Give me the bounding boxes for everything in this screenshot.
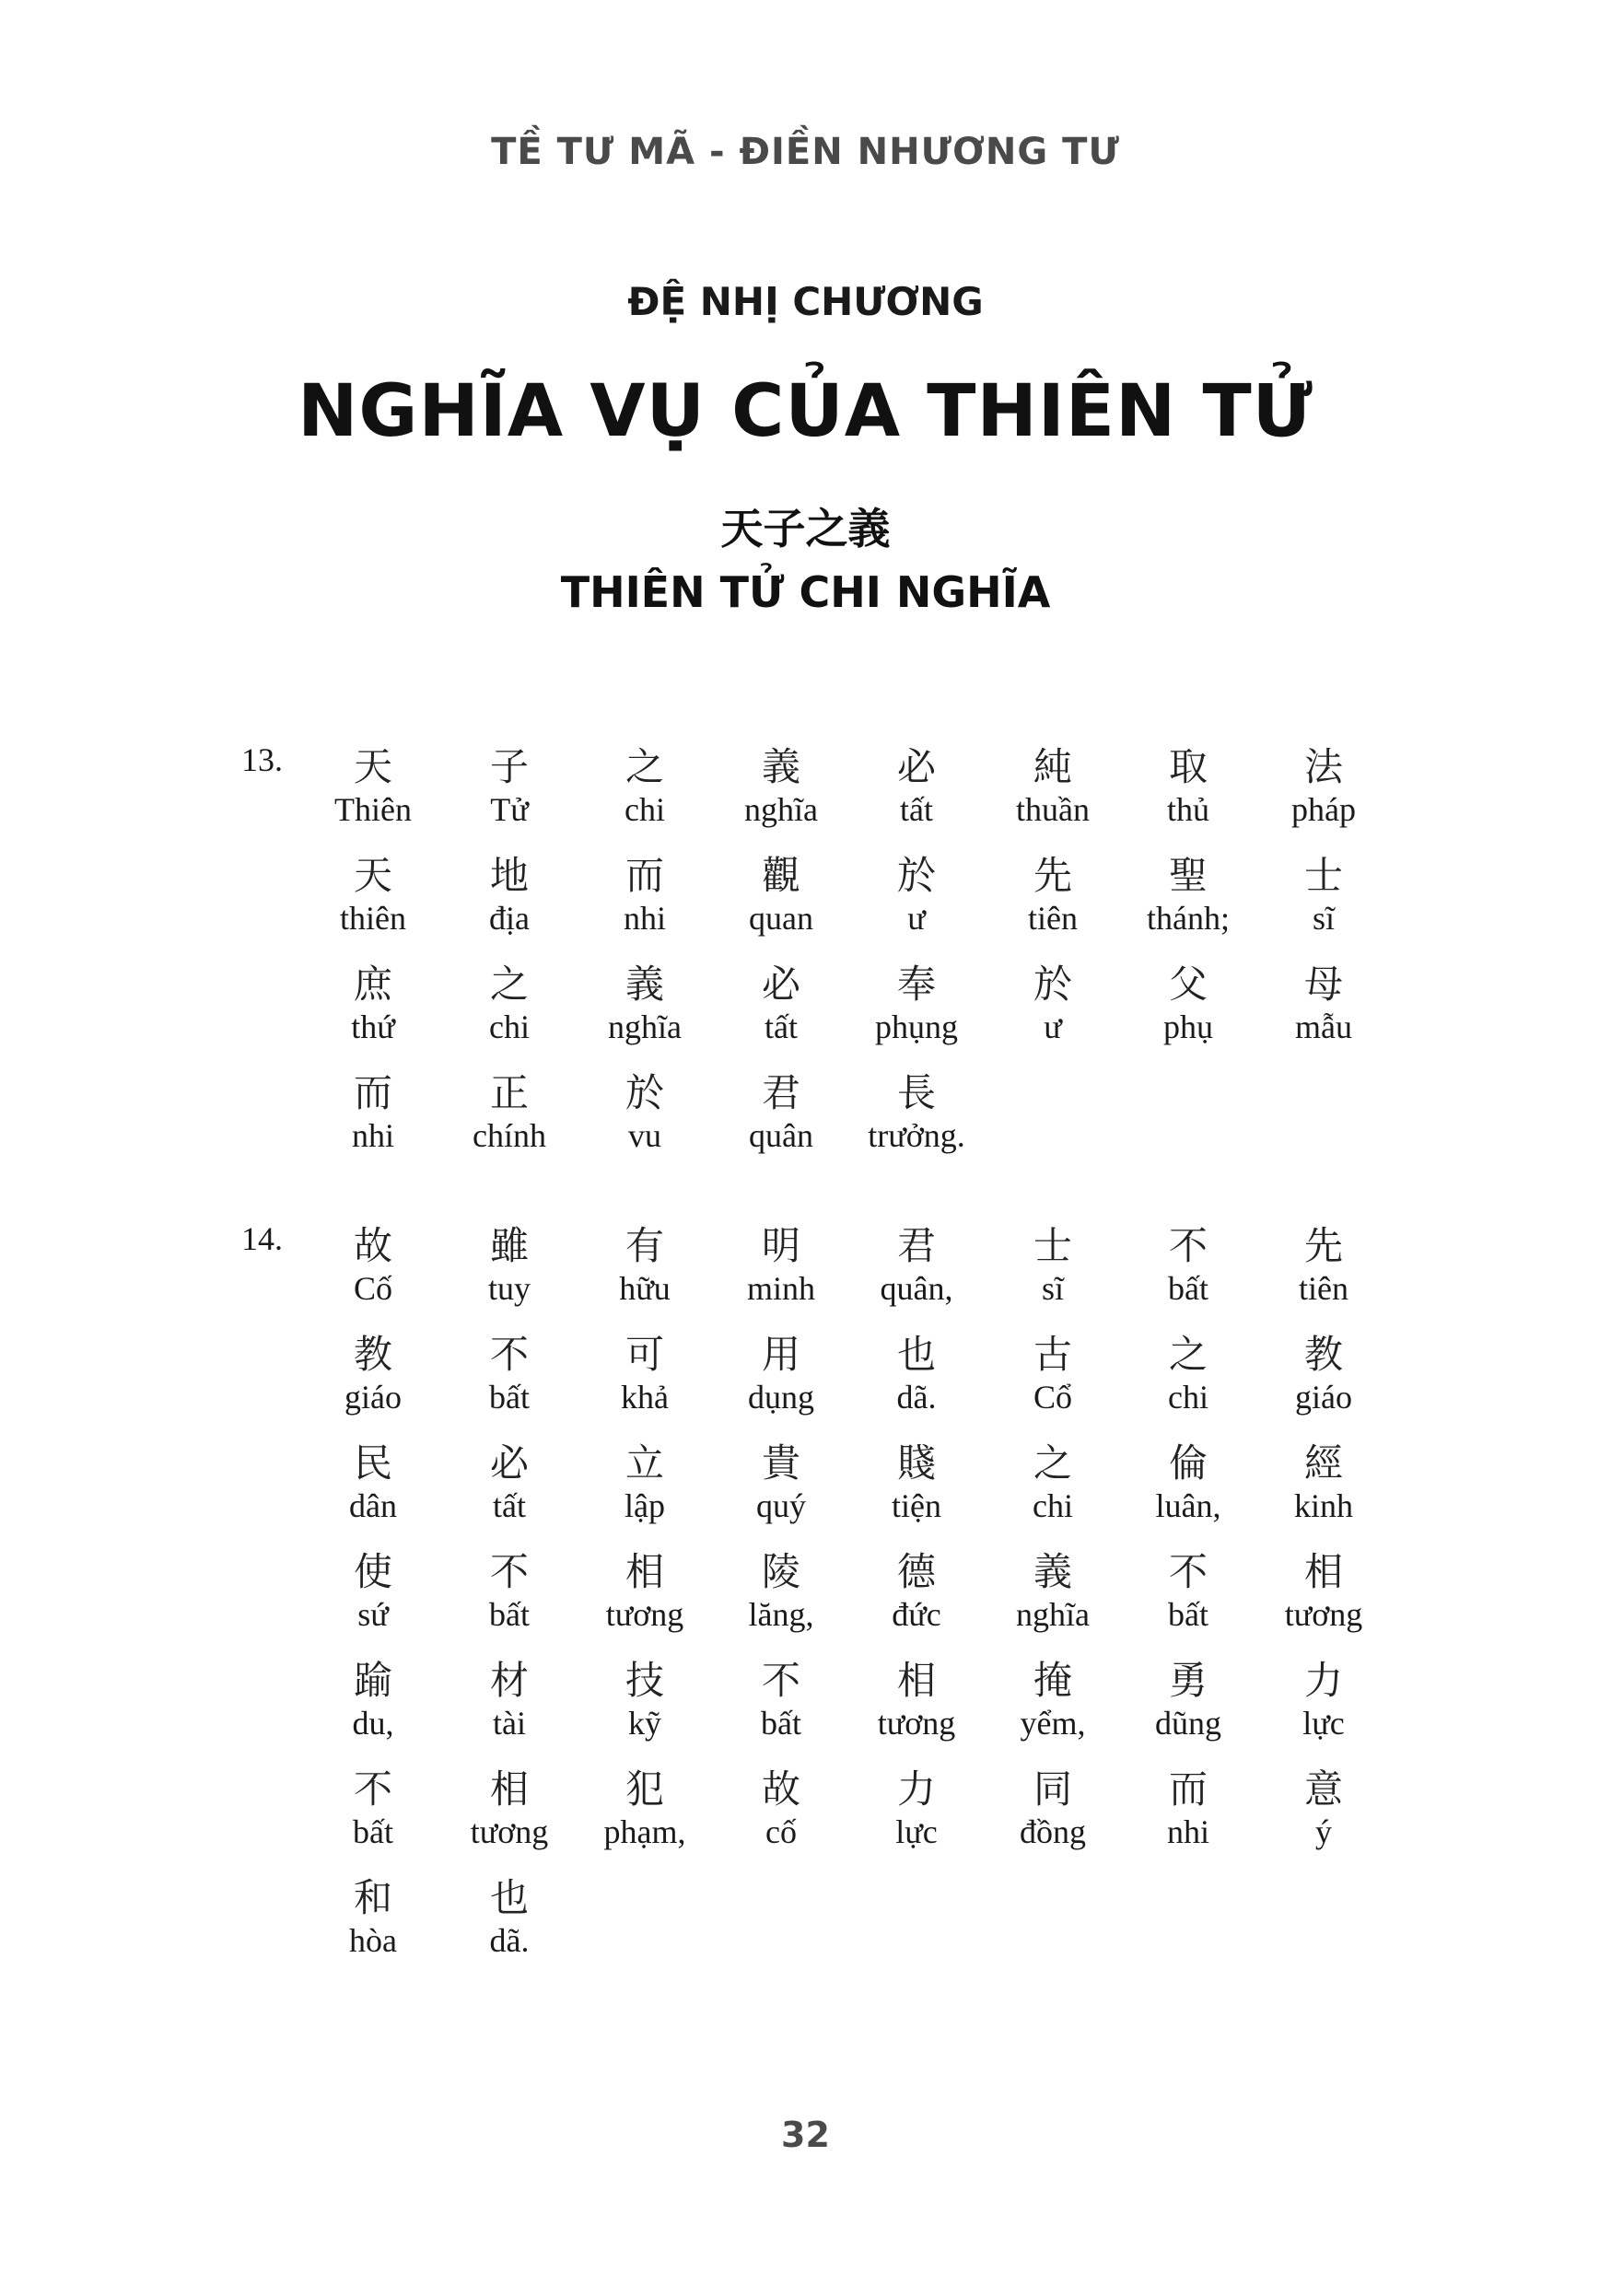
han-character: 觀 (761, 853, 800, 898)
reading-word: Cố (353, 1270, 392, 1307)
reading-word: tiên (1299, 1270, 1348, 1307)
reading-word: dã. (896, 1379, 937, 1416)
reading-word: tài (493, 1705, 526, 1742)
han-character: 使 (353, 1549, 392, 1594)
reading-row (0, 1812, 1611, 1868)
han-character: 不 (1168, 1549, 1208, 1594)
reading-word: tiện (892, 1487, 941, 1524)
han-row (0, 1433, 1611, 1488)
reading-word: thứ (351, 1008, 395, 1045)
han-character: 不 (353, 1766, 392, 1812)
reading-word: tất (493, 1487, 526, 1524)
han-character: 必 (896, 744, 936, 789)
han-character: 聖 (1168, 853, 1208, 898)
reading-word: chi (489, 1008, 530, 1045)
reading-word: tuy (487, 1270, 531, 1307)
han-character: 相 (896, 1658, 936, 1703)
han-character: 不 (489, 1332, 529, 1377)
han-character: 倫 (1168, 1440, 1208, 1486)
reading-word: bất (1168, 1596, 1208, 1633)
reading-word: dũng (1155, 1705, 1221, 1742)
han-character: 立 (625, 1440, 664, 1486)
han-character: 純 (1033, 744, 1072, 789)
han-character: 取 (1168, 744, 1208, 789)
han-character: 地 (489, 853, 529, 898)
han-character: 教 (353, 1332, 392, 1377)
reading-word: thánh; (1147, 900, 1230, 937)
han-row (0, 954, 1611, 1009)
reading-word: nghĩa (744, 791, 818, 828)
han-character: 犯 (625, 1766, 664, 1812)
han-character: 和 (353, 1875, 392, 1920)
han-character: 必 (489, 1440, 529, 1486)
reading-row (0, 1008, 1611, 1063)
reading-word: sĩ (1041, 1270, 1064, 1307)
reading-word: vu (628, 1117, 661, 1154)
han-character: 技 (625, 1658, 664, 1703)
reading-row (0, 790, 1611, 845)
han-character: 不 (489, 1549, 529, 1594)
han-row (0, 1759, 1611, 1814)
reading-word: chi (1033, 1487, 1073, 1524)
han-character: 掩 (1033, 1658, 1072, 1703)
han-row (0, 1868, 1611, 1923)
reading-word: lập (625, 1487, 665, 1524)
han-character: 士 (1303, 853, 1343, 898)
han-character: 君 (896, 1223, 936, 1268)
han-character: 士 (1033, 1223, 1072, 1268)
reading-word: nhi (1166, 1813, 1209, 1850)
reading-word: phụ (1163, 1008, 1213, 1045)
reading-word: thiên (340, 900, 406, 937)
han-character: 之 (1033, 1440, 1072, 1486)
reading-word: trưởng. (868, 1117, 965, 1154)
han-character: 不 (1168, 1223, 1208, 1268)
han-character: 勇 (1168, 1658, 1208, 1703)
han-character: 於 (1033, 962, 1072, 1007)
reading-word: địa (489, 900, 530, 937)
reading-word: chính (473, 1117, 546, 1154)
reading-word: chi (625, 791, 665, 828)
reading-word: tiên (1028, 900, 1078, 937)
reading-word: minh (746, 1270, 815, 1307)
reading-word: thủ (1166, 791, 1209, 828)
han-character: 可 (625, 1332, 664, 1377)
han-character: 也 (489, 1875, 529, 1920)
han-character: 也 (896, 1332, 936, 1377)
reading-word: chi (1168, 1379, 1208, 1416)
reading-word: phạm, (603, 1813, 686, 1850)
reading-word: yểm, (1020, 1705, 1086, 1742)
han-character: 君 (761, 1070, 800, 1115)
han-character: 之 (625, 744, 664, 789)
han-character: 天 (353, 744, 392, 789)
han-character: 奉 (896, 962, 936, 1007)
reading-word: thuần (1016, 791, 1090, 828)
han-character: 於 (625, 1070, 664, 1115)
reading-word: pháp (1291, 791, 1356, 828)
han-character: 賤 (896, 1440, 936, 1486)
han-character: 義 (1033, 1549, 1072, 1594)
han-character: 意 (1303, 1766, 1343, 1812)
han-character: 義 (761, 744, 800, 789)
chapter-title: NGHĨA VỤ CỦA THIÊN TỬ (298, 370, 1313, 453)
han-character: 正 (489, 1070, 529, 1115)
han-character: 必 (761, 962, 800, 1007)
reading-word: quan (749, 900, 813, 937)
han-character: 明 (761, 1223, 800, 1268)
reading-word: Thiên (334, 791, 412, 828)
reading-word: khả (621, 1379, 669, 1416)
han-character: 子 (489, 744, 529, 789)
han-row (0, 1324, 1611, 1380)
reading-word: Cổ (1033, 1379, 1072, 1416)
reading-word: bất (353, 1813, 393, 1850)
reading-row (0, 1116, 1611, 1171)
reading-word: tương (877, 1705, 956, 1742)
reading-word: hòa (349, 1922, 397, 1959)
han-character: 而 (353, 1070, 392, 1115)
han-character: 而 (625, 853, 664, 898)
reading-word: quý (756, 1487, 806, 1524)
reading-word: sĩ (1312, 900, 1335, 937)
han-character: 父 (1168, 962, 1208, 1007)
reading-word: bất (489, 1596, 530, 1633)
han-character: 用 (761, 1332, 800, 1377)
reading-word: tương (605, 1596, 684, 1633)
han-character: 天 (353, 853, 392, 898)
han-character: 貴 (761, 1440, 800, 1486)
reading-word: sứ (357, 1596, 389, 1633)
reading-word: mẫu (1295, 1008, 1352, 1045)
han-character: 不 (761, 1658, 800, 1703)
han-character: 力 (896, 1766, 936, 1812)
reading-word: giáo (1295, 1379, 1352, 1416)
reading-word: đồng (1020, 1813, 1086, 1850)
reading-word: ư (907, 900, 926, 937)
han-character: 長 (896, 1070, 936, 1115)
han-character: 同 (1033, 1766, 1072, 1812)
reading-word: quân (749, 1117, 813, 1154)
han-character: 先 (1303, 1223, 1343, 1268)
han-character: 陵 (761, 1549, 800, 1594)
reading-word: dụng (748, 1379, 814, 1416)
reading-word: nghĩa (608, 1008, 682, 1045)
reading-word: nghĩa (1016, 1596, 1090, 1633)
han-character: 法 (1303, 744, 1343, 789)
chapter-label: ĐỆ NHỊ CHƯƠNG (627, 279, 984, 324)
reading-word: dân (349, 1487, 397, 1524)
verse-number: 13. (241, 741, 283, 778)
han-character: 有 (625, 1223, 664, 1268)
han-character: 先 (1033, 853, 1072, 898)
han-row (0, 1063, 1611, 1118)
han-character: 而 (1168, 1766, 1208, 1812)
reading-row (0, 1486, 1611, 1542)
reading-word: bất (489, 1379, 530, 1416)
reading-word: bất (761, 1705, 801, 1742)
han-row (0, 845, 1611, 901)
reading-row (0, 1378, 1611, 1433)
han-character: 故 (353, 1223, 392, 1268)
han-character: 母 (1303, 962, 1343, 1007)
reading-word: luân, (1155, 1487, 1221, 1524)
han-character: 之 (1168, 1332, 1208, 1377)
reading-word: dã. (489, 1922, 530, 1959)
han-character: 雖 (489, 1223, 529, 1268)
han-character: 踰 (353, 1658, 392, 1703)
reading-word: nhi (351, 1117, 394, 1154)
reading-word: du, (352, 1705, 394, 1742)
reading-row (0, 1269, 1611, 1324)
han-character: 教 (1303, 1332, 1343, 1377)
reading-row (0, 1704, 1611, 1759)
reading-word: quân, (880, 1270, 953, 1307)
han-character: 德 (896, 1549, 936, 1594)
reading-word: phụng (875, 1008, 958, 1045)
han-character: 相 (489, 1766, 529, 1812)
page-number: 32 (781, 2115, 830, 2155)
reading-word: tất (765, 1008, 798, 1045)
reading-row (0, 899, 1611, 954)
reading-word: hữu (619, 1270, 671, 1307)
han-character: 相 (625, 1549, 664, 1594)
reading-word: tương (1284, 1596, 1363, 1633)
han-row (0, 1216, 1611, 1271)
reading-word: lăng, (748, 1596, 814, 1633)
han-character: 於 (896, 853, 936, 898)
han-row (0, 1650, 1611, 1706)
han-row (0, 737, 1611, 792)
running-head: TỀ TƯ MÃ - ĐIỀN NHƯƠNG TƯ (491, 131, 1120, 173)
reading-word: cố (765, 1813, 797, 1850)
han-character: 古 (1033, 1332, 1072, 1377)
reading-word: tương (470, 1813, 549, 1850)
reading-word: tất (900, 791, 933, 828)
reading-row (0, 1921, 1611, 1976)
han-row (0, 1542, 1611, 1597)
reading-word: bất (1168, 1270, 1208, 1307)
reading-row (0, 1595, 1611, 1650)
chapter-title-reading: THIÊN TỬ CHI NGHĨA (560, 567, 1051, 617)
reading-word: kinh (1293, 1487, 1353, 1524)
chapter-title-han: 天子之義 (720, 504, 891, 554)
han-character: 經 (1303, 1440, 1343, 1486)
reading-word: giáo (344, 1379, 402, 1416)
reading-word: lực (895, 1813, 938, 1850)
han-character: 故 (761, 1766, 800, 1812)
reading-word: đức (892, 1596, 941, 1633)
han-character: 力 (1303, 1658, 1343, 1703)
han-character: 材 (489, 1658, 529, 1703)
han-character: 義 (625, 962, 664, 1007)
reading-word: ý (1315, 1813, 1332, 1850)
han-character: 庶 (353, 962, 392, 1007)
reading-word: lực (1302, 1705, 1345, 1742)
han-character: 之 (489, 962, 529, 1007)
han-character: 相 (1303, 1549, 1343, 1594)
reading-word: ư (1044, 1008, 1062, 1045)
reading-word: kỹ (628, 1705, 661, 1742)
han-character: 民 (353, 1440, 392, 1486)
reading-word: nhi (623, 900, 666, 937)
reading-word: Tử (490, 791, 529, 828)
verse-number: 14. (241, 1220, 283, 1257)
